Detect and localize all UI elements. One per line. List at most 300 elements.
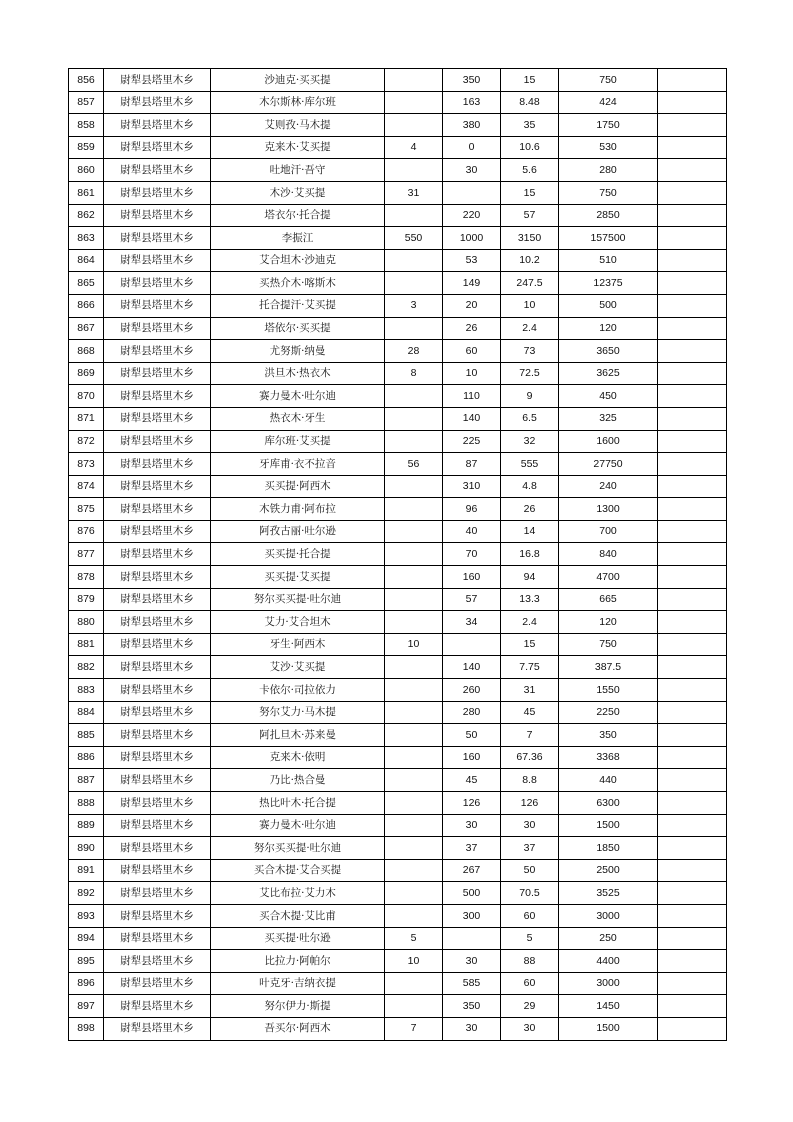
column-4-cell: 56	[385, 453, 443, 476]
table-row	[69, 385, 727, 408]
column-4-cell	[385, 317, 443, 340]
column-8-cell	[658, 114, 727, 137]
row-number-cell: 874	[69, 475, 104, 498]
column-7-cell: 6300	[559, 792, 658, 815]
table-row	[69, 1017, 727, 1040]
data-sheet	[68, 68, 726, 1041]
person-name-cell: 努尔艾力·马木提	[211, 701, 385, 724]
column-7-cell: 280	[559, 159, 658, 182]
row-number-cell: 893	[69, 904, 104, 927]
column-8-cell	[658, 272, 727, 295]
row-number-cell: 872	[69, 430, 104, 453]
person-name-cell: 阿扎旦木·苏来曼	[211, 724, 385, 747]
row-number-cell: 867	[69, 317, 104, 340]
column-4-cell	[385, 701, 443, 724]
column-7-cell: 1300	[559, 498, 658, 521]
column-6-cell: 72.5	[501, 362, 559, 385]
column-7-cell: 325	[559, 407, 658, 430]
column-5-cell: 260	[443, 679, 501, 702]
person-name-cell: 克来木·依明	[211, 746, 385, 769]
table-row	[69, 430, 727, 453]
table-row	[69, 701, 727, 724]
column-7-cell: 3650	[559, 340, 658, 363]
column-8-cell	[658, 882, 727, 905]
person-name-cell: 木尔斯林·库尔班	[211, 91, 385, 114]
column-5-cell: 10	[443, 362, 501, 385]
person-name-cell: 牙库甫·衣不拉音	[211, 453, 385, 476]
person-name-cell: 吐地汗·吾守	[211, 159, 385, 182]
column-6-cell: 10	[501, 294, 559, 317]
township-cell: 尉犁县塔里木乡	[104, 701, 211, 724]
table-row	[69, 227, 727, 250]
column-5-cell: 53	[443, 249, 501, 272]
township-cell: 尉犁县塔里木乡	[104, 543, 211, 566]
column-4-cell: 3	[385, 294, 443, 317]
column-8-cell	[658, 453, 727, 476]
table-row	[69, 859, 727, 882]
row-number-cell: 894	[69, 927, 104, 950]
column-8-cell	[658, 588, 727, 611]
column-7-cell: 4400	[559, 950, 658, 973]
row-number-cell: 887	[69, 769, 104, 792]
column-5-cell: 585	[443, 972, 501, 995]
person-name-cell: 艾比布拉·艾力木	[211, 882, 385, 905]
column-5-cell: 57	[443, 588, 501, 611]
table-row	[69, 159, 727, 182]
table-row	[69, 746, 727, 769]
column-5-cell	[443, 633, 501, 656]
person-name-cell: 艾力·艾合坦木	[211, 611, 385, 634]
table-row	[69, 407, 727, 430]
column-5-cell: 163	[443, 91, 501, 114]
column-6-cell: 555	[501, 453, 559, 476]
township-cell: 尉犁县塔里木乡	[104, 249, 211, 272]
table-row	[69, 792, 727, 815]
column-8-cell	[658, 950, 727, 973]
column-4-cell	[385, 746, 443, 769]
person-name-cell: 买买提·吐尔逊	[211, 927, 385, 950]
column-5-cell: 30	[443, 1017, 501, 1040]
row-number-cell: 873	[69, 453, 104, 476]
column-5-cell: 96	[443, 498, 501, 521]
person-name-cell: 艾合坦木·沙迪克	[211, 249, 385, 272]
township-cell: 尉犁县塔里木乡	[104, 566, 211, 589]
column-6-cell: 4.8	[501, 475, 559, 498]
township-cell: 尉犁县塔里木乡	[104, 204, 211, 227]
township-cell: 尉犁县塔里木乡	[104, 588, 211, 611]
row-number-cell: 897	[69, 995, 104, 1018]
column-6-cell: 5.6	[501, 159, 559, 182]
column-7-cell: 2250	[559, 701, 658, 724]
column-8-cell	[658, 543, 727, 566]
person-name-cell: 沙迪克·买买提	[211, 69, 385, 92]
row-number-cell: 863	[69, 227, 104, 250]
person-name-cell: 艾沙·艾买提	[211, 656, 385, 679]
column-8-cell	[658, 69, 727, 92]
row-number-cell: 876	[69, 520, 104, 543]
row-number-cell: 870	[69, 385, 104, 408]
township-cell: 尉犁县塔里木乡	[104, 972, 211, 995]
column-5-cell: 220	[443, 204, 501, 227]
column-4-cell	[385, 249, 443, 272]
column-7-cell: 250	[559, 927, 658, 950]
column-8-cell	[658, 656, 727, 679]
column-8-cell	[658, 294, 727, 317]
person-name-cell: 洪旦木·热衣木	[211, 362, 385, 385]
township-cell: 尉犁县塔里木乡	[104, 407, 211, 430]
column-7-cell: 240	[559, 475, 658, 498]
row-number-cell: 871	[69, 407, 104, 430]
column-7-cell: 157500	[559, 227, 658, 250]
column-8-cell	[658, 814, 727, 837]
table-row	[69, 294, 727, 317]
column-5-cell: 110	[443, 385, 501, 408]
column-8-cell	[658, 317, 727, 340]
table-body	[69, 69, 727, 1041]
column-7-cell: 510	[559, 249, 658, 272]
column-8-cell	[658, 204, 727, 227]
table-row	[69, 837, 727, 860]
column-6-cell: 15	[501, 69, 559, 92]
column-6-cell: 6.5	[501, 407, 559, 430]
row-number-cell: 881	[69, 633, 104, 656]
person-name-cell: 努尔伊力·斯提	[211, 995, 385, 1018]
column-8-cell	[658, 430, 727, 453]
column-8-cell	[658, 407, 727, 430]
column-6-cell: 2.4	[501, 611, 559, 634]
column-8-cell	[658, 904, 727, 927]
table-row	[69, 566, 727, 589]
column-7-cell: 27750	[559, 453, 658, 476]
column-5-cell: 0	[443, 136, 501, 159]
column-7-cell: 750	[559, 181, 658, 204]
table-row	[69, 972, 727, 995]
column-4-cell	[385, 543, 443, 566]
row-number-cell: 880	[69, 611, 104, 634]
column-8-cell	[658, 995, 727, 1018]
row-number-cell: 860	[69, 159, 104, 182]
township-cell: 尉犁县塔里木乡	[104, 159, 211, 182]
person-name-cell: 努尔买买提·吐尔迪	[211, 588, 385, 611]
column-5-cell: 350	[443, 69, 501, 92]
column-4-cell	[385, 91, 443, 114]
column-4-cell	[385, 69, 443, 92]
column-7-cell: 1500	[559, 814, 658, 837]
person-name-cell: 买热介木·喀斯木	[211, 272, 385, 295]
column-7-cell: 1850	[559, 837, 658, 860]
column-6-cell: 15	[501, 633, 559, 656]
township-cell: 尉犁县塔里木乡	[104, 227, 211, 250]
table-row	[69, 995, 727, 1018]
row-number-cell: 878	[69, 566, 104, 589]
column-8-cell	[658, 746, 727, 769]
column-4-cell: 550	[385, 227, 443, 250]
column-4-cell	[385, 520, 443, 543]
column-6-cell: 10.2	[501, 249, 559, 272]
column-7-cell: 387.5	[559, 656, 658, 679]
township-cell: 尉犁县塔里木乡	[104, 746, 211, 769]
row-number-cell: 884	[69, 701, 104, 724]
person-name-cell: 赛力曼木·吐尔迪	[211, 814, 385, 837]
column-6-cell: 29	[501, 995, 559, 1018]
township-cell: 尉犁县塔里木乡	[104, 995, 211, 1018]
column-5-cell: 34	[443, 611, 501, 634]
column-6-cell: 60	[501, 972, 559, 995]
table-row	[69, 882, 727, 905]
column-5-cell: 140	[443, 656, 501, 679]
township-cell: 尉犁县塔里木乡	[104, 679, 211, 702]
column-5-cell: 160	[443, 566, 501, 589]
row-number-cell: 885	[69, 724, 104, 747]
column-8-cell	[658, 972, 727, 995]
table-row	[69, 340, 727, 363]
column-7-cell: 530	[559, 136, 658, 159]
township-cell: 尉犁县塔里木乡	[104, 904, 211, 927]
table-row	[69, 91, 727, 114]
column-6-cell: 30	[501, 814, 559, 837]
person-name-cell: 努尔买买提·吐尔迪	[211, 837, 385, 860]
column-4-cell	[385, 904, 443, 927]
column-4-cell	[385, 430, 443, 453]
row-number-cell: 861	[69, 181, 104, 204]
column-8-cell	[658, 181, 727, 204]
column-5-cell: 1000	[443, 227, 501, 250]
column-7-cell: 120	[559, 611, 658, 634]
column-4-cell	[385, 588, 443, 611]
column-5-cell: 140	[443, 407, 501, 430]
table-row	[69, 272, 727, 295]
column-4-cell	[385, 385, 443, 408]
person-name-cell: 牙生·阿西木	[211, 633, 385, 656]
column-5-cell: 267	[443, 859, 501, 882]
column-6-cell: 16.8	[501, 543, 559, 566]
column-7-cell: 1600	[559, 430, 658, 453]
column-8-cell	[658, 340, 727, 363]
column-7-cell: 440	[559, 769, 658, 792]
column-6-cell: 50	[501, 859, 559, 882]
table-row	[69, 317, 727, 340]
row-number-cell: 866	[69, 294, 104, 317]
column-7-cell: 3525	[559, 882, 658, 905]
column-8-cell	[658, 633, 727, 656]
column-6-cell: 32	[501, 430, 559, 453]
column-7-cell: 3625	[559, 362, 658, 385]
column-5-cell: 280	[443, 701, 501, 724]
column-4-cell	[385, 837, 443, 860]
column-4-cell	[385, 792, 443, 815]
column-7-cell: 840	[559, 543, 658, 566]
column-4-cell: 7	[385, 1017, 443, 1040]
township-cell: 尉犁县塔里木乡	[104, 1017, 211, 1040]
column-4-cell	[385, 769, 443, 792]
column-5-cell: 37	[443, 837, 501, 860]
column-4-cell	[385, 159, 443, 182]
column-4-cell: 31	[385, 181, 443, 204]
column-8-cell	[658, 136, 727, 159]
row-number-cell: 883	[69, 679, 104, 702]
table-row	[69, 927, 727, 950]
person-name-cell: 买买提·托合提	[211, 543, 385, 566]
person-name-cell: 吾买尔·阿西木	[211, 1017, 385, 1040]
township-cell: 尉犁县塔里木乡	[104, 769, 211, 792]
township-cell: 尉犁县塔里木乡	[104, 91, 211, 114]
person-name-cell: 克来木·艾买提	[211, 136, 385, 159]
row-number-cell: 892	[69, 882, 104, 905]
column-8-cell	[658, 91, 727, 114]
row-number-cell: 891	[69, 859, 104, 882]
row-number-cell: 882	[69, 656, 104, 679]
column-7-cell: 2850	[559, 204, 658, 227]
column-6-cell: 9	[501, 385, 559, 408]
column-8-cell	[658, 475, 727, 498]
person-name-cell: 叶克牙·吉纳衣提	[211, 972, 385, 995]
column-8-cell	[658, 724, 727, 747]
column-4-cell	[385, 724, 443, 747]
row-number-cell: 868	[69, 340, 104, 363]
column-7-cell: 1550	[559, 679, 658, 702]
table-row	[69, 114, 727, 137]
column-8-cell	[658, 1017, 727, 1040]
person-name-cell: 赛力曼木·吐尔迪	[211, 385, 385, 408]
township-cell: 尉犁县塔里木乡	[104, 340, 211, 363]
column-5-cell	[443, 927, 501, 950]
table-row	[69, 950, 727, 973]
township-cell: 尉犁县塔里木乡	[104, 656, 211, 679]
column-7-cell: 3000	[559, 904, 658, 927]
person-name-cell: 买买提·阿西木	[211, 475, 385, 498]
column-4-cell: 8	[385, 362, 443, 385]
person-name-cell: 买合木提·艾比甫	[211, 904, 385, 927]
column-7-cell: 750	[559, 69, 658, 92]
table-row	[69, 543, 727, 566]
row-number-cell: 898	[69, 1017, 104, 1040]
column-7-cell: 350	[559, 724, 658, 747]
row-number-cell: 890	[69, 837, 104, 860]
township-cell: 尉犁县塔里木乡	[104, 430, 211, 453]
table-row	[69, 204, 727, 227]
township-cell: 尉犁县塔里木乡	[104, 927, 211, 950]
person-name-cell: 木沙·艾买提	[211, 181, 385, 204]
column-7-cell: 12375	[559, 272, 658, 295]
person-name-cell: 买合木提·艾合买提	[211, 859, 385, 882]
column-8-cell	[658, 769, 727, 792]
column-5-cell: 20	[443, 294, 501, 317]
person-name-cell: 卡依尔·司拉依力	[211, 679, 385, 702]
column-6-cell: 8.48	[501, 91, 559, 114]
person-name-cell: 塔依尔·买买提	[211, 317, 385, 340]
person-name-cell: 比拉力·阿帕尔	[211, 950, 385, 973]
column-7-cell: 1750	[559, 114, 658, 137]
township-cell: 尉犁县塔里木乡	[104, 294, 211, 317]
column-6-cell: 35	[501, 114, 559, 137]
township-cell: 尉犁县塔里木乡	[104, 520, 211, 543]
column-6-cell: 57	[501, 204, 559, 227]
records-table	[68, 68, 727, 1041]
table-row	[69, 362, 727, 385]
column-6-cell: 10.6	[501, 136, 559, 159]
person-name-cell: 库尔班·艾买提	[211, 430, 385, 453]
township-cell: 尉犁县塔里木乡	[104, 633, 211, 656]
column-6-cell: 67.36	[501, 746, 559, 769]
column-4-cell	[385, 204, 443, 227]
column-6-cell: 70.5	[501, 882, 559, 905]
column-6-cell: 26	[501, 498, 559, 521]
column-7-cell: 3368	[559, 746, 658, 769]
township-cell: 尉犁县塔里木乡	[104, 859, 211, 882]
township-cell: 尉犁县塔里木乡	[104, 385, 211, 408]
row-number-cell: 869	[69, 362, 104, 385]
person-name-cell: 塔衣尔·托合提	[211, 204, 385, 227]
column-8-cell	[658, 227, 727, 250]
column-7-cell: 1500	[559, 1017, 658, 1040]
column-4-cell	[385, 407, 443, 430]
person-name-cell: 乃比·热合曼	[211, 769, 385, 792]
table-row	[69, 633, 727, 656]
column-7-cell: 2500	[559, 859, 658, 882]
column-6-cell: 94	[501, 566, 559, 589]
column-5-cell: 300	[443, 904, 501, 927]
person-name-cell: 热比叶木·托合提	[211, 792, 385, 815]
column-8-cell	[658, 679, 727, 702]
person-name-cell: 买买提·艾买提	[211, 566, 385, 589]
column-7-cell: 750	[559, 633, 658, 656]
column-8-cell	[658, 249, 727, 272]
township-cell: 尉犁县塔里木乡	[104, 498, 211, 521]
column-6-cell: 5	[501, 927, 559, 950]
table-row	[69, 588, 727, 611]
person-name-cell: 李振江	[211, 227, 385, 250]
column-5-cell: 87	[443, 453, 501, 476]
column-5-cell: 149	[443, 272, 501, 295]
township-cell: 尉犁县塔里木乡	[104, 882, 211, 905]
column-5-cell: 30	[443, 950, 501, 973]
column-4-cell	[385, 814, 443, 837]
table-row	[69, 679, 727, 702]
column-5-cell: 30	[443, 159, 501, 182]
column-5-cell: 350	[443, 995, 501, 1018]
column-5-cell: 380	[443, 114, 501, 137]
column-6-cell: 37	[501, 837, 559, 860]
township-cell: 尉犁县塔里木乡	[104, 114, 211, 137]
township-cell: 尉犁县塔里木乡	[104, 69, 211, 92]
column-6-cell: 88	[501, 950, 559, 973]
column-6-cell: 13.3	[501, 588, 559, 611]
person-name-cell: 阿孜古丽·吐尔逊	[211, 520, 385, 543]
column-5-cell: 40	[443, 520, 501, 543]
column-8-cell	[658, 611, 727, 634]
township-cell: 尉犁县塔里木乡	[104, 453, 211, 476]
table-row	[69, 475, 727, 498]
column-5-cell: 30	[443, 814, 501, 837]
column-8-cell	[658, 859, 727, 882]
person-name-cell: 木铁力甫·阿布拉	[211, 498, 385, 521]
township-cell: 尉犁县塔里木乡	[104, 475, 211, 498]
column-4-cell	[385, 679, 443, 702]
column-8-cell	[658, 159, 727, 182]
column-5-cell: 60	[443, 340, 501, 363]
township-cell: 尉犁县塔里木乡	[104, 792, 211, 815]
column-8-cell	[658, 520, 727, 543]
column-5-cell: 45	[443, 769, 501, 792]
column-4-cell: 5	[385, 927, 443, 950]
person-name-cell: 托合提汗·艾买提	[211, 294, 385, 317]
column-5-cell: 500	[443, 882, 501, 905]
township-cell: 尉犁县塔里木乡	[104, 814, 211, 837]
column-7-cell: 424	[559, 91, 658, 114]
column-4-cell	[385, 475, 443, 498]
township-cell: 尉犁县塔里木乡	[104, 181, 211, 204]
column-6-cell: 8.8	[501, 769, 559, 792]
